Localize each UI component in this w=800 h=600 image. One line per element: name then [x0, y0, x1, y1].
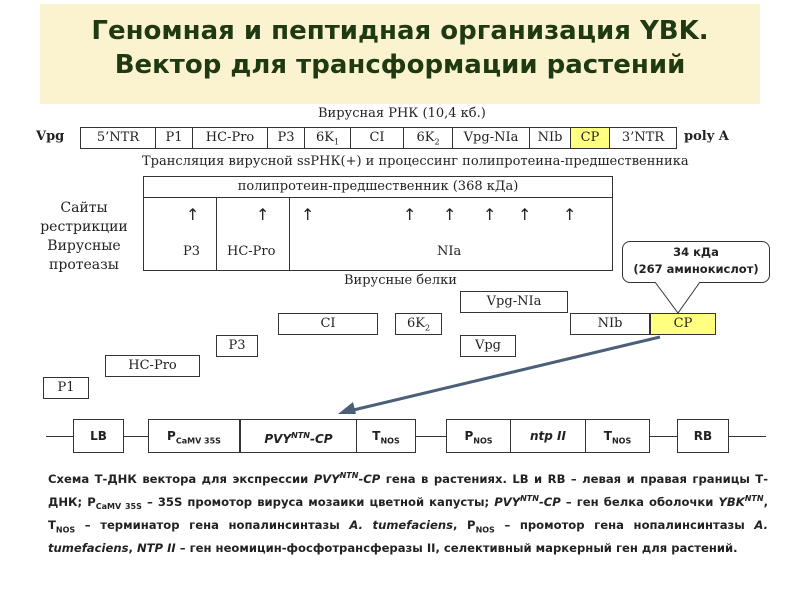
- callout-aa: (267 аминокислот): [633, 262, 759, 276]
- genome-segment-p1: P1: [155, 127, 193, 149]
- genome-segment-cp: CP: [570, 127, 610, 149]
- cleavage-arrow-icon: ↑: [443, 205, 457, 224]
- restriction-sites-label: Сайты рестрикции: [40, 200, 128, 235]
- title-line-1: Геномная и пептидная организация YBK.: [91, 16, 709, 46]
- protein-hcpro: HC-Pro: [105, 355, 200, 377]
- tdna-lb: LB: [73, 419, 124, 453]
- cleavage-arrow-icon: ↑: [518, 205, 532, 224]
- tdna-rb: RB: [677, 419, 729, 453]
- tdna-ntp2: ntp II: [510, 419, 586, 453]
- protein-p3: P3: [216, 335, 258, 357]
- cleavage-arrow-icon: ↑: [403, 205, 417, 224]
- protein-nib: NIb: [570, 313, 650, 335]
- protease-p3-label: P3: [183, 244, 201, 259]
- tdna-pvy-cp: $PVY^{NTN}-CP$: [240, 419, 357, 453]
- protein-cp: CP: [650, 313, 716, 335]
- translation-label: Трансляция вирусной ssРНК(+) и процессинг полипротеина-предшественника: [142, 154, 689, 169]
- genome-segment-6k2: $6K_2$: [403, 127, 453, 149]
- rna-label: Вирусная РНК (10,4 кб.): [318, 106, 486, 121]
- title-line-2: Вектор для трансформации растений: [114, 50, 686, 80]
- genome-segment-vpg-nia: Vpg-NIa: [452, 127, 530, 149]
- protein-vpg: Vpg: [460, 335, 516, 357]
- genome-segment-6k1: $6K_1$: [304, 127, 351, 149]
- protease-nia-label: NIa: [437, 244, 462, 259]
- polya-label: poly A: [684, 129, 729, 144]
- callout-mass: 34 кДа: [673, 245, 719, 259]
- protein-6k2: $6K_2$: [395, 313, 442, 335]
- genome-segment-hcpro: HC-Pro: [192, 127, 268, 149]
- cleavage-arrow-icon: ↑: [483, 205, 497, 224]
- protease-hcpro-label: HC-Pro: [227, 244, 276, 259]
- viral-proteases-label: Вирусные протеазы: [47, 238, 121, 273]
- protein-ci: CI: [278, 313, 378, 335]
- cleavage-arrow-icon: ↑: [301, 205, 315, 224]
- viral-proteins-label: Вирусные белки: [344, 273, 457, 288]
- tdna-tnos-1: $T_{NOS}$: [356, 419, 416, 453]
- genome-segment-nib: NIb: [529, 127, 571, 149]
- polyprotein-box: полипротеин-предшественник (368 кДа): [143, 176, 613, 198]
- tdna-pnos: $P_{NOS}$: [446, 419, 511, 453]
- genome-segment-5ntr: 5’NTR: [80, 127, 156, 149]
- cleavage-arrow-icon: ↑: [563, 205, 577, 224]
- vpg-label: Vpg: [36, 129, 65, 144]
- figure-caption: Схема Т-ДНК вектора для экспрессии $PVY^{NTN}-CP$ гена в растениях. LB и RB – левая и правая границы Т-ДНК; $P_{CaMV 35S} - 35S$ промотор вируса мозаики цветной капусты; $PVY^{NTN}-CP$ – ген белка оболочки $YBK^{NTN}$, $T_{NOS}$ – терминатор гена нопалинсинтазы A. tumefaciens, $P_{NOS}$ – промотор гена нопалинсинтазы A. tumefaciens, NTP II – ген неомицин-фосфотрансферазы II, селективный маркерный ген для растений.: [48, 471, 769, 556]
- genome-segment-3ntr: 3’NTR: [609, 127, 677, 149]
- genome-segment-p3: P3: [267, 127, 305, 149]
- protein-vpg-nia: Vpg-NIa: [460, 291, 568, 313]
- genome-segment-ci: CI: [350, 127, 404, 149]
- cleavage-arrow-icon: ↑: [256, 205, 270, 224]
- tdna-p-camv35s: $P_{CaMV 35S}$: [148, 419, 240, 453]
- cleavage-arrow-icon: ↑: [186, 205, 200, 224]
- tdna-tnos-2: $T_{NOS}$: [585, 419, 650, 453]
- protein-p1: P1: [43, 377, 89, 399]
